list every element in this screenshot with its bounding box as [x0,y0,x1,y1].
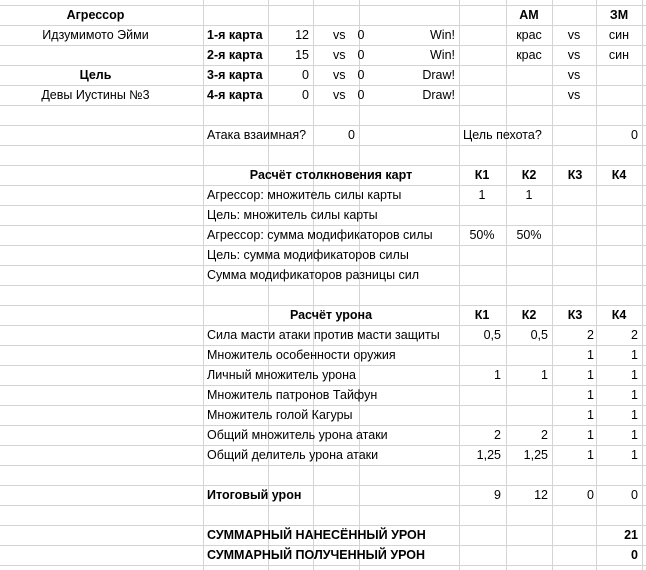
target-infantry-label[interactable]: Цель пехота? [463,128,542,142]
total-damage-k4[interactable]: 0 [631,488,638,502]
row-value-k3[interactable]: 1 [587,368,594,382]
column-header-k3[interactable]: К3 [567,308,583,322]
card-vs[interactable]: vs [333,68,346,82]
row-value-k1[interactable]: 1,25 [476,448,501,462]
card-zm-suit[interactable]: син [608,48,630,62]
row-label[interactable]: Цель: множитель силы карты [207,208,378,222]
zm-header[interactable]: ЗМ [609,8,629,22]
column-header-k3[interactable]: К3 [567,168,583,182]
row-value-k2[interactable]: 50% [516,228,542,242]
row-value-k3[interactable] [552,245,598,265]
dealt-label[interactable]: СУММАРНЫЙ НАНЕСЁННЫЙ УРОН [207,528,426,542]
row-value-k1[interactable] [459,245,505,265]
row-value-k3[interactable]: 2 [587,328,594,342]
card-aggressor-power[interactable]: 0 [302,88,309,102]
card-label[interactable]: 3-я карта [207,68,263,82]
card-am-suit[interactable]: крас [516,28,542,42]
card-result[interactable]: Draw! [422,88,455,102]
row-value-k4[interactable]: 1 [631,368,638,382]
total-damage-k2[interactable]: 12 [534,488,548,502]
row-label[interactable]: Личный множитель урона [207,368,356,382]
total-damage-label[interactable]: Итоговый урон [207,488,302,502]
column-header-k1[interactable]: К1 [474,168,490,182]
row-value-k1[interactable]: 50% [469,228,495,242]
card-target-power[interactable]: 0 [357,68,365,82]
aggressor-label[interactable]: Агрессор [66,8,125,22]
aggressor-name[interactable]: Идзумимото Эйми [42,28,149,42]
mutual-attack-value[interactable]: 0 [348,128,355,142]
row-value-k2[interactable] [506,205,552,225]
row-value-k3[interactable] [552,185,598,205]
card-vs2[interactable]: vs [567,28,581,42]
card-vs2[interactable]: vs [567,88,581,102]
card-vs2[interactable]: vs [567,48,581,62]
card-target-power[interactable]: 0 [357,48,365,62]
row-value-k1[interactable] [459,345,505,365]
card-target-power[interactable]: 0 [357,28,365,42]
card-target-power[interactable]: 0 [357,88,365,102]
row-value-k2[interactable] [506,405,552,425]
received-value[interactable]: 0 [631,548,638,562]
row-value-k1[interactable]: 2 [494,428,501,442]
row-value-k2[interactable] [506,345,552,365]
row-value-k2[interactable] [506,265,552,285]
column-header-k1[interactable]: К1 [474,308,490,322]
row-value-k2[interactable]: 0,5 [530,328,548,342]
row-label[interactable]: Множитель патронов Тайфун [207,388,378,402]
row-value-k2[interactable]: 1 [541,368,548,382]
row-value-k4[interactable]: 1 [631,348,638,362]
row-label[interactable]: Общий делитель урона атаки [207,448,379,462]
row-value-k1[interactable] [459,265,505,285]
card-am-suit[interactable] [506,85,552,105]
row-value-k1[interactable] [459,385,505,405]
row-label[interactable]: Множитель голой Кагуры [207,408,353,422]
card-aggressor-power[interactable]: 12 [295,28,309,42]
card-zm-suit[interactable] [596,65,642,85]
row-value-k3[interactable] [552,205,598,225]
row-label[interactable]: Общий множитель урона атаки [207,428,388,442]
row-value-k4[interactable] [596,185,642,205]
received-label[interactable]: СУММАРНЫЙ ПОЛУЧЕННЫЙ УРОН [207,548,426,562]
card-vs[interactable]: vs [333,48,346,62]
row-value-k3[interactable]: 1 [587,388,594,402]
row-value-k1[interactable] [459,405,505,425]
row-value-k4[interactable]: 2 [631,328,638,342]
card-result[interactable]: Draw! [422,68,455,82]
dealt-value[interactable]: 21 [624,528,638,542]
row-value-k2[interactable] [506,385,552,405]
damage-title[interactable]: Расчёт урона [289,308,373,322]
row-value-k3[interactable] [552,265,598,285]
column-header-k4[interactable]: К4 [611,168,627,182]
row-value-k1[interactable]: 1 [478,188,486,202]
row-value-k4[interactable]: 1 [631,408,638,422]
card-vs[interactable]: vs [333,28,346,42]
row-value-k3[interactable]: 1 [587,448,594,462]
row-label[interactable]: Сила масти атаки против масти защиты [207,328,440,342]
row-value-k4[interactable]: 1 [631,448,638,462]
row-value-k2[interactable]: 2 [541,428,548,442]
row-label[interactable]: Агрессор: множитель силы карты [207,188,402,202]
row-value-k3[interactable] [552,225,598,245]
row-value-k4[interactable]: 1 [631,388,638,402]
card-label[interactable]: 1-я карта [207,28,263,42]
card-aggressor-power[interactable]: 0 [302,68,309,82]
card-aggressor-power[interactable]: 15 [295,48,309,62]
row-value-k3[interactable]: 1 [587,408,594,422]
row-value-k4[interactable] [596,205,642,225]
card-am-suit[interactable] [506,65,552,85]
row-value-k2[interactable]: 1,25 [523,448,548,462]
row-value-k4[interactable] [596,225,642,245]
column-header-k2[interactable]: К2 [521,308,537,322]
card-zm-suit[interactable] [596,85,642,105]
clash-title[interactable]: Расчёт столкновения карт [249,168,413,182]
row-value-k4[interactable]: 1 [631,428,638,442]
card-label[interactable]: 2-я карта [207,48,263,62]
column-header-k2[interactable]: К2 [521,168,537,182]
row-value-k1[interactable]: 1 [494,368,501,382]
row-value-k4[interactable] [596,265,642,285]
total-damage-k3[interactable]: 0 [587,488,594,502]
row-value-k3[interactable]: 1 [587,428,594,442]
total-damage-k1[interactable]: 9 [494,488,501,502]
row-label[interactable]: Множитель особенности оружия [207,348,396,362]
card-result[interactable]: Win! [430,28,455,42]
card-vs[interactable]: vs [333,88,346,102]
card-label[interactable]: 4-я карта [207,88,263,102]
target-name[interactable]: Девы Иустины №3 [41,88,150,102]
card-result[interactable]: Win! [430,48,455,62]
row-value-k1[interactable]: 0,5 [483,328,501,342]
row-label[interactable]: Цель: сумма модификаторов силы [207,248,409,262]
row-value-k2[interactable]: 1 [525,188,533,202]
mutual-attack-label[interactable]: Атака взаимная? [207,128,307,142]
row-value-k1[interactable] [459,205,505,225]
row-value-k2[interactable] [506,245,552,265]
row-value-k4[interactable] [596,245,642,265]
target-label[interactable]: Цель [79,68,112,82]
card-am-suit[interactable]: крас [516,48,542,62]
column-header-k4[interactable]: К4 [611,308,627,322]
target-infantry-value[interactable]: 0 [631,128,638,142]
am-header[interactable]: АМ [519,8,539,22]
row-value-k3[interactable]: 1 [587,348,594,362]
card-zm-suit[interactable]: син [608,28,630,42]
card-vs2[interactable]: vs [567,68,581,82]
row-label[interactable]: Сумма модификаторов разницы сил [207,268,420,282]
row-label[interactable]: Агрессор: сумма модификаторов силы [207,228,433,242]
